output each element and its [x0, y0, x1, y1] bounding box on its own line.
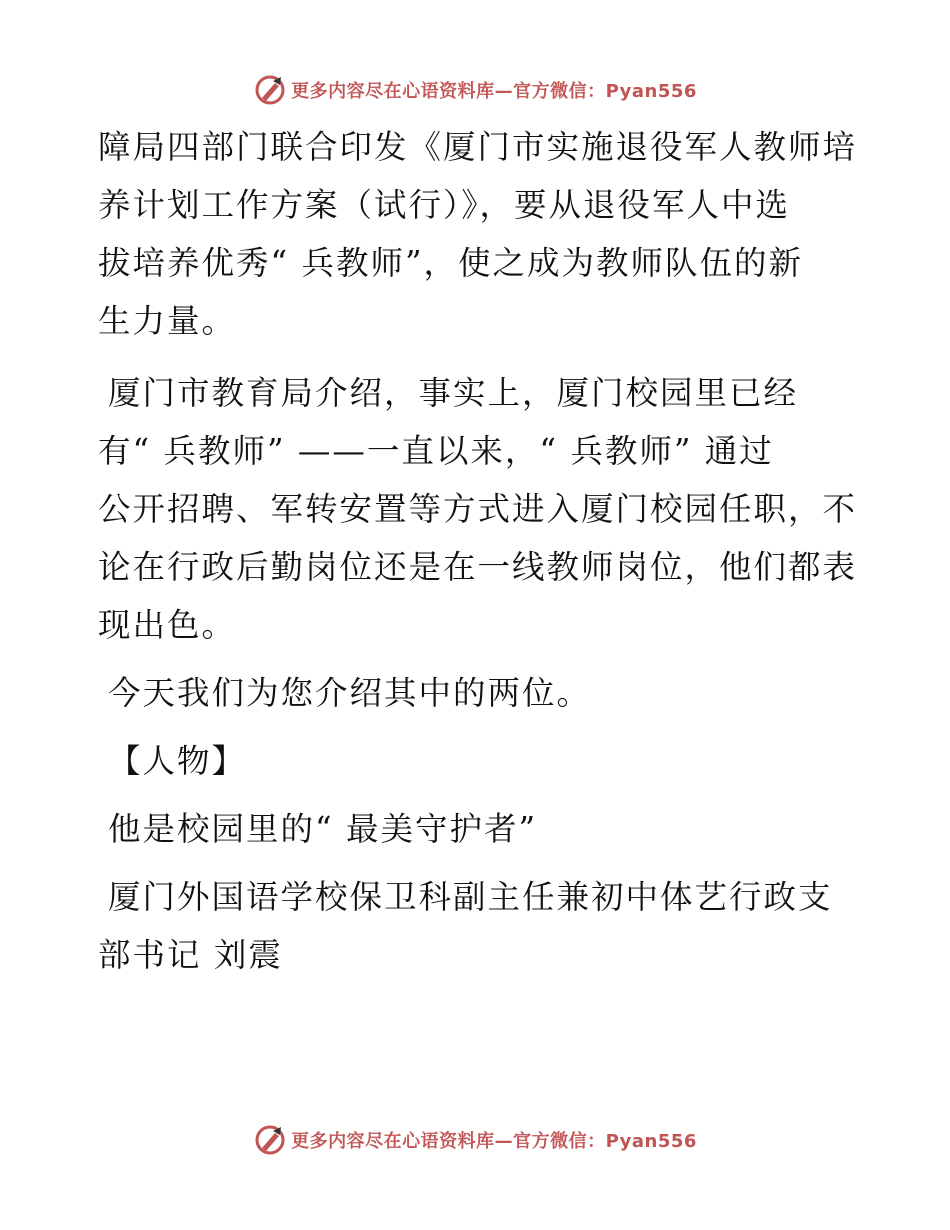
paragraph-1: [98, 118, 858, 350]
text-line: 厦门市教育局介绍，事实上，厦门校园里已经: [108, 374, 799, 412]
document-body: [98, 118, 858, 984]
text-line: 拔培养优秀“ 兵教师”，使之成为教师队伍的新: [98, 244, 804, 282]
text-line: 他是校园里的“ 最美守护者”: [108, 810, 538, 848]
section-heading-people: [98, 732, 850, 790]
text-line: 有“ 兵教师” ——一直以来，“ 兵教师” 通过: [98, 432, 774, 470]
text-line: 障局四部门联合印发《厦门市实施退役军人教师培: [98, 128, 858, 166]
paragraph-subtitle: [98, 800, 850, 858]
footer-banner: [0, 1120, 950, 1160]
header-banner: [0, 70, 950, 110]
footer-banner-text: 更多内容尽在心语资料库—官方微信：Pyan556: [291, 1131, 697, 1152]
text-line: 【人物】: [108, 742, 247, 780]
pen-logo-icon: [253, 1123, 287, 1157]
pen-logo-icon: [253, 73, 287, 107]
text-line: 厦门外国语学校保卫科副主任兼初中体艺行政支: [108, 878, 833, 916]
text-line: 部书记 刘震: [98, 936, 283, 974]
paragraph-3: [98, 664, 850, 722]
text-line: 论在行政后勤岗位还是在一线教师岗位，他们都表: [98, 548, 858, 586]
text-line: 现出色。: [98, 606, 237, 644]
text-line: 今天我们为您介绍其中的两位。: [108, 674, 592, 712]
paragraph-person-title: [98, 868, 850, 984]
text-line: 养计划工作方案（试行）》，要从退役军人中选: [98, 186, 791, 224]
text-line: 生力量。: [98, 302, 237, 340]
paragraph-2: [98, 364, 858, 654]
header-banner-text: 更多内容尽在心语资料库—官方微信：Pyan556: [291, 81, 697, 102]
text-line: 公开招聘、军转安置等方式进入厦门校园任职，不: [98, 490, 858, 528]
